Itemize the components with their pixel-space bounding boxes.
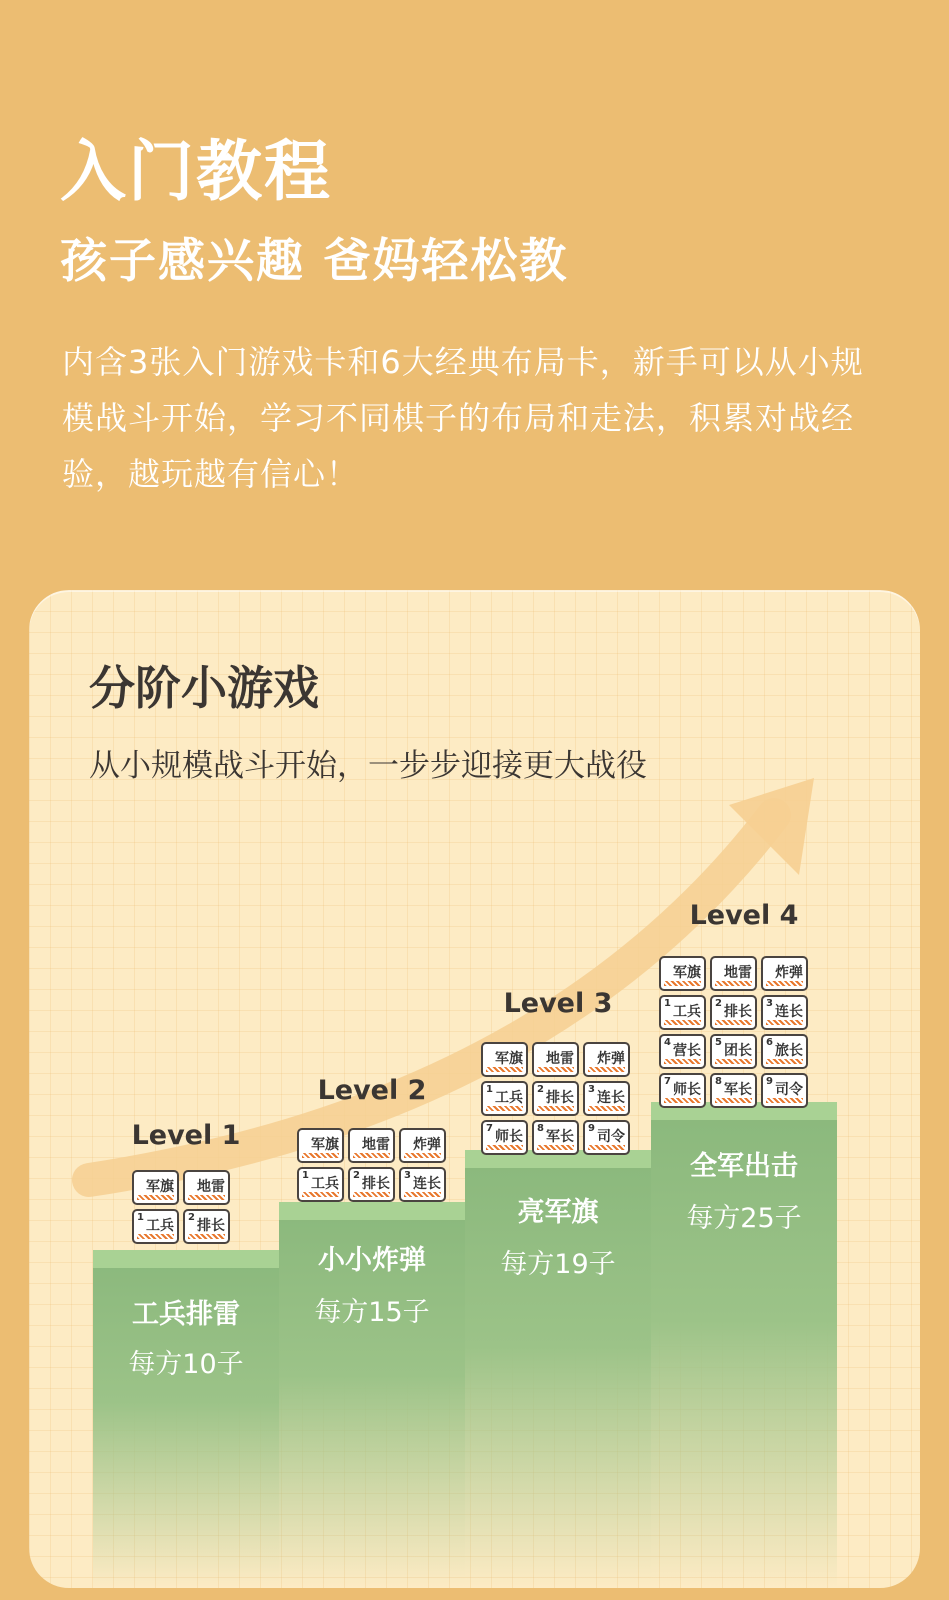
piece-stripe bbox=[404, 1192, 441, 1197]
piece-rank: 4 bbox=[664, 1037, 671, 1048]
level-4-step bbox=[651, 1102, 837, 1588]
piece-name: 旅长 bbox=[775, 1043, 803, 1059]
piece-stripe bbox=[537, 1067, 574, 1072]
level-4-pieces bbox=[659, 956, 808, 1108]
piece-rank: 3 bbox=[588, 1084, 595, 1095]
piece-name: 排长 bbox=[546, 1090, 574, 1106]
piece-stripe bbox=[353, 1153, 390, 1158]
piece-stripe bbox=[588, 1106, 625, 1111]
piece-stripe bbox=[486, 1106, 523, 1111]
piece-rank: 1 bbox=[137, 1212, 144, 1223]
piece-stripe bbox=[715, 981, 752, 986]
piece-name: 军旗 bbox=[146, 1179, 174, 1195]
piece-rank: 9 bbox=[588, 1123, 595, 1134]
game-piece bbox=[132, 1170, 179, 1205]
piece-name: 排长 bbox=[362, 1176, 390, 1192]
game-piece bbox=[297, 1128, 344, 1163]
game-piece bbox=[132, 1209, 179, 1244]
piece-stripe bbox=[188, 1234, 225, 1239]
piece-name: 炸弹 bbox=[775, 965, 803, 981]
piece-rank: 1 bbox=[486, 1084, 493, 1095]
piece-stripe bbox=[766, 981, 803, 986]
page-title: 入门教程 bbox=[60, 133, 332, 210]
piece-rank: 8 bbox=[715, 1076, 722, 1087]
piece-name: 军长 bbox=[724, 1082, 752, 1098]
piece-name: 师长 bbox=[495, 1129, 523, 1145]
card-title: 分阶小游戏 bbox=[89, 661, 319, 715]
piece-stripe bbox=[353, 1192, 390, 1197]
piece-stripe bbox=[137, 1195, 174, 1200]
piece-rank: 5 bbox=[715, 1037, 722, 1048]
level-3-count: 每方19子 bbox=[500, 1249, 616, 1280]
piece-stripe bbox=[137, 1234, 174, 1239]
game-piece bbox=[761, 1073, 808, 1108]
piece-name: 军旗 bbox=[495, 1051, 523, 1067]
level-2-step bbox=[279, 1202, 465, 1588]
level-1-pieces bbox=[132, 1170, 230, 1244]
card-subtitle: 从小规模战斗开始，一步步迎接更大战役 bbox=[89, 748, 647, 784]
level-3-pieces bbox=[481, 1042, 630, 1155]
piece-stripe bbox=[766, 1020, 803, 1025]
piece-name: 司令 bbox=[775, 1082, 803, 1098]
piece-stripe bbox=[715, 1020, 752, 1025]
piece-stripe bbox=[302, 1153, 339, 1158]
game-piece bbox=[761, 1034, 808, 1069]
level-4-label: Level 4 bbox=[689, 900, 799, 931]
piece-stripe bbox=[486, 1067, 523, 1072]
piece-name: 排长 bbox=[197, 1218, 225, 1234]
piece-name: 师长 bbox=[673, 1082, 701, 1098]
game-piece bbox=[532, 1120, 579, 1155]
piece-name: 炸弹 bbox=[597, 1051, 625, 1067]
game-piece bbox=[183, 1170, 230, 1205]
piece-name: 地雷 bbox=[197, 1179, 225, 1195]
piece-rank: 2 bbox=[537, 1084, 544, 1095]
level-3-step bbox=[465, 1150, 651, 1588]
piece-rank: 7 bbox=[486, 1123, 493, 1134]
game-piece bbox=[583, 1042, 630, 1077]
piece-name: 工兵 bbox=[495, 1090, 523, 1106]
piece-name: 工兵 bbox=[673, 1004, 701, 1020]
piece-stripe bbox=[664, 1098, 701, 1103]
game-piece bbox=[659, 1073, 706, 1108]
game-piece bbox=[761, 995, 808, 1030]
level-4-count: 每方25子 bbox=[686, 1203, 802, 1234]
game-piece bbox=[710, 956, 757, 991]
piece-stripe bbox=[404, 1153, 441, 1158]
piece-rank: 7 bbox=[664, 1076, 671, 1087]
piece-stripe bbox=[537, 1106, 574, 1111]
piece-name: 军旗 bbox=[311, 1137, 339, 1153]
piece-rank: 9 bbox=[766, 1076, 773, 1087]
game-piece bbox=[583, 1081, 630, 1116]
piece-rank: 2 bbox=[715, 998, 722, 1009]
level-1-name: 工兵排雷 bbox=[132, 1299, 240, 1330]
piece-stripe bbox=[715, 1098, 752, 1103]
level-3-name: 亮军旗 bbox=[517, 1197, 599, 1228]
piece-name: 工兵 bbox=[311, 1176, 339, 1192]
game-piece bbox=[481, 1120, 528, 1155]
game-piece bbox=[659, 1034, 706, 1069]
piece-name: 营长 bbox=[673, 1043, 701, 1059]
level-1-label: Level 1 bbox=[131, 1120, 241, 1151]
game-piece bbox=[761, 956, 808, 991]
game-piece bbox=[348, 1167, 395, 1202]
piece-stripe bbox=[188, 1195, 225, 1200]
level-2-label: Level 2 bbox=[317, 1075, 427, 1106]
game-piece bbox=[583, 1120, 630, 1155]
piece-name: 地雷 bbox=[546, 1051, 574, 1067]
piece-rank: 2 bbox=[188, 1212, 195, 1223]
game-piece bbox=[532, 1081, 579, 1116]
piece-rank: 3 bbox=[766, 998, 773, 1009]
piece-rank: 1 bbox=[664, 998, 671, 1009]
game-piece bbox=[399, 1167, 446, 1202]
piece-name: 军长 bbox=[546, 1129, 574, 1145]
level-2-count: 每方15子 bbox=[314, 1297, 430, 1328]
game-piece bbox=[532, 1042, 579, 1077]
piece-name: 工兵 bbox=[146, 1218, 174, 1234]
level-1-count: 每方10子 bbox=[128, 1349, 244, 1380]
game-piece bbox=[710, 1034, 757, 1069]
piece-rank: 2 bbox=[353, 1170, 360, 1181]
page-subtitle: 孩子感兴趣 爸妈轻松教 bbox=[60, 234, 569, 289]
piece-stripe bbox=[664, 981, 701, 986]
game-piece bbox=[710, 1073, 757, 1108]
game-piece bbox=[183, 1209, 230, 1244]
piece-stripe bbox=[664, 1059, 701, 1064]
piece-name: 军旗 bbox=[673, 965, 701, 981]
game-piece bbox=[348, 1128, 395, 1163]
game-piece bbox=[481, 1042, 528, 1077]
piece-name: 团长 bbox=[724, 1043, 752, 1059]
level-2-pieces bbox=[297, 1128, 446, 1202]
level-2-name: 小小炸弹 bbox=[318, 1245, 426, 1276]
piece-stripe bbox=[664, 1020, 701, 1025]
game-piece bbox=[297, 1167, 344, 1202]
game-piece bbox=[659, 995, 706, 1030]
piece-stripe bbox=[715, 1059, 752, 1064]
piece-name: 炸弹 bbox=[413, 1137, 441, 1153]
level-1-step bbox=[93, 1250, 279, 1588]
piece-stripe bbox=[486, 1145, 523, 1150]
piece-rank: 1 bbox=[302, 1170, 309, 1181]
piece-name: 地雷 bbox=[362, 1137, 390, 1153]
piece-stripe bbox=[302, 1192, 339, 1197]
piece-stripe bbox=[588, 1067, 625, 1072]
piece-name: 连长 bbox=[597, 1090, 625, 1106]
piece-stripe bbox=[766, 1098, 803, 1103]
piece-stripe bbox=[766, 1059, 803, 1064]
game-piece bbox=[481, 1081, 528, 1116]
piece-name: 地雷 bbox=[724, 965, 752, 981]
piece-stripe bbox=[588, 1145, 625, 1150]
level-4-name: 全军出击 bbox=[690, 1151, 798, 1182]
piece-rank: 6 bbox=[766, 1037, 773, 1048]
game-piece bbox=[710, 995, 757, 1030]
level-3-label: Level 3 bbox=[503, 988, 613, 1019]
piece-name: 连长 bbox=[413, 1176, 441, 1192]
game-piece bbox=[399, 1128, 446, 1163]
page-description: 内含3张入门游戏卡和6大经典布局卡，新手可以从小规模战斗开始，学习不同棋子的布局和走法，积累对战经验，越玩越有信心！ bbox=[62, 343, 864, 493]
game-piece bbox=[659, 956, 706, 991]
piece-rank: 3 bbox=[404, 1170, 411, 1181]
levels-card bbox=[29, 590, 920, 1588]
piece-stripe bbox=[537, 1145, 574, 1150]
piece-name: 排长 bbox=[724, 1004, 752, 1020]
piece-name: 连长 bbox=[775, 1004, 803, 1020]
piece-name: 司令 bbox=[597, 1129, 625, 1145]
piece-rank: 8 bbox=[537, 1123, 544, 1134]
